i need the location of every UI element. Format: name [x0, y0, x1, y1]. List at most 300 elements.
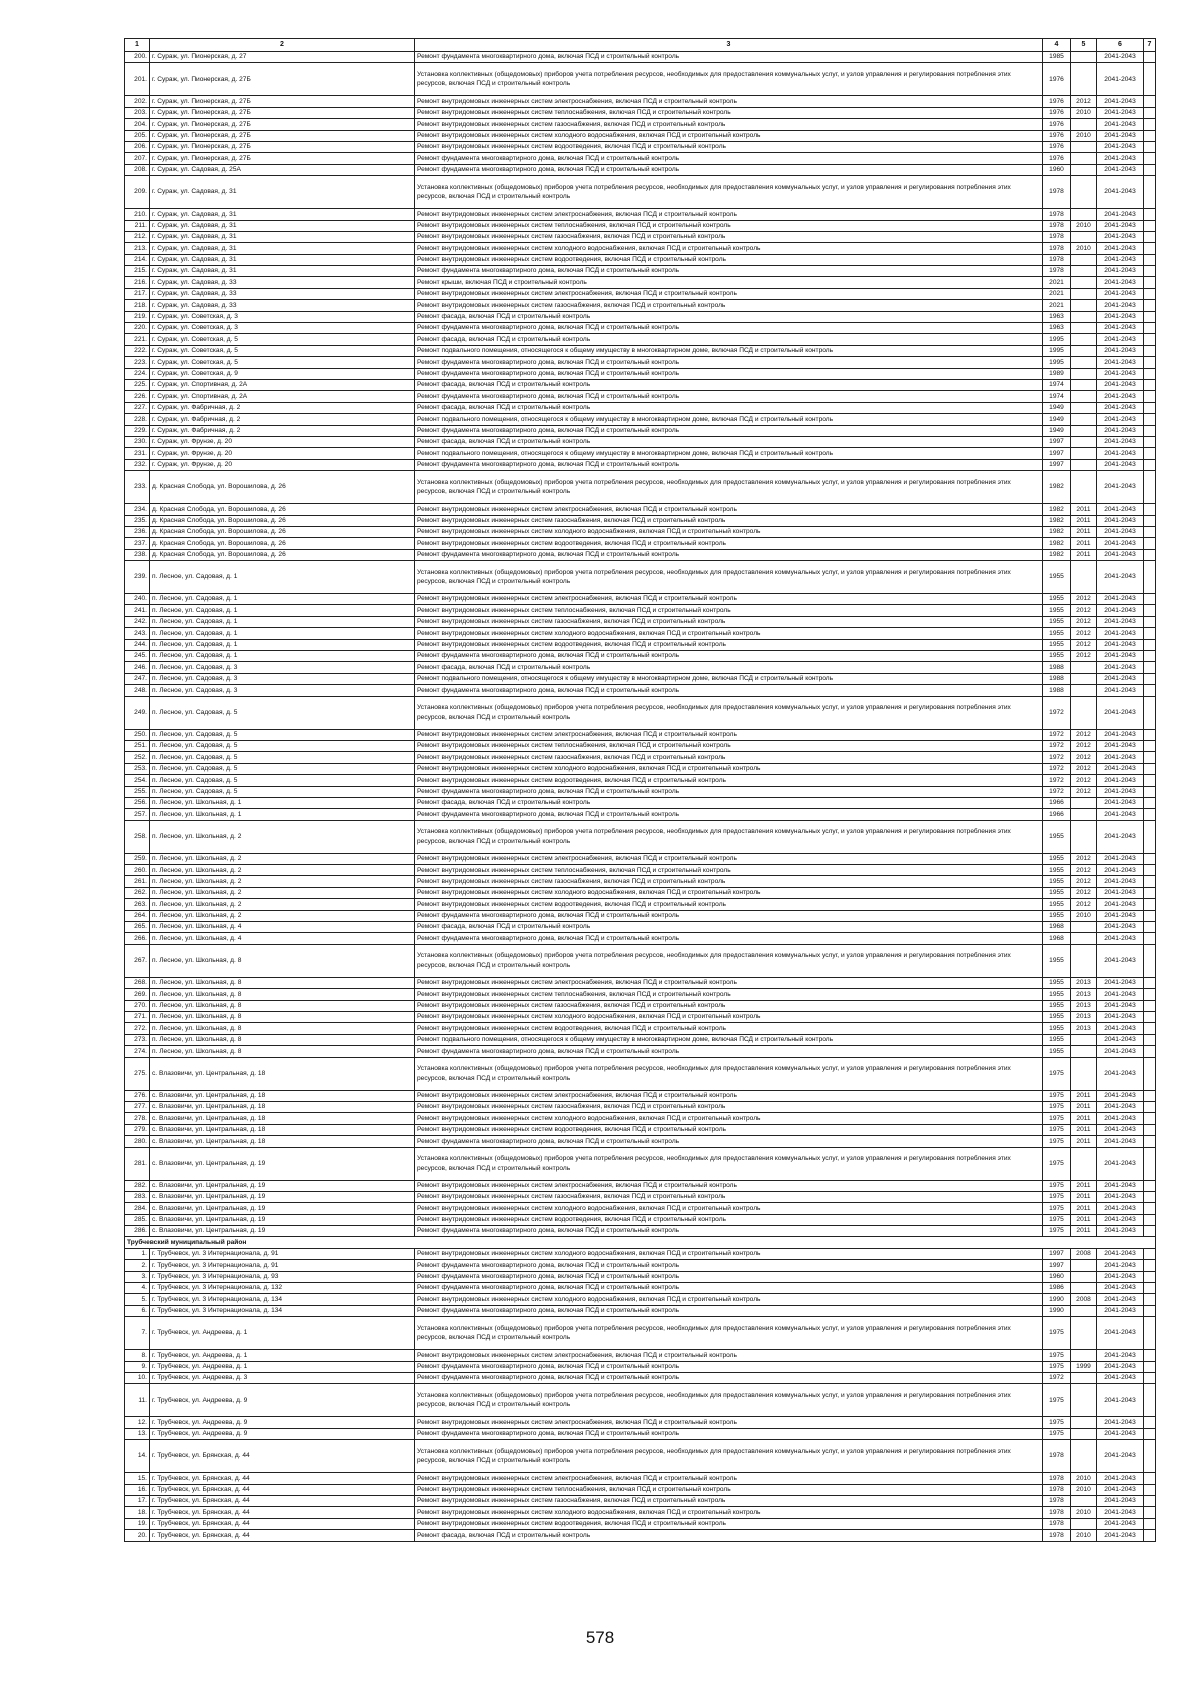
row-number-cell: 204. — [125, 119, 150, 130]
planned-period-cell: 2041-2043 — [1097, 1428, 1144, 1439]
row-number-cell: 1. — [125, 1248, 150, 1259]
last-repair-year-cell — [1071, 231, 1097, 242]
table-row — [125, 334, 1156, 345]
last-repair-year-cell: 2011 — [1071, 1136, 1097, 1147]
extra-cell — [1144, 538, 1156, 549]
extra-cell — [1144, 910, 1156, 921]
last-repair-year-cell: 2010 — [1071, 130, 1097, 141]
built-year-cell: 1995 — [1043, 334, 1071, 345]
built-year-cell: 1997 — [1043, 436, 1071, 447]
planned-period-cell: 2041-2043 — [1097, 391, 1144, 402]
last-repair-year-cell — [1071, 922, 1097, 933]
built-year-cell: 1976 — [1043, 141, 1071, 152]
last-repair-year-cell: 2012 — [1071, 899, 1097, 910]
built-year-cell: 1955 — [1043, 977, 1071, 988]
work-type-cell: Ремонт внутридомовых инженерных систем теплоснабжения, включая ПСД и строительный контроль — [415, 989, 1043, 1000]
planned-period-cell: 2041-2043 — [1097, 277, 1144, 288]
address-cell: г. Сураж, ул. Фрунзе, д. 20 — [150, 459, 415, 470]
last-repair-year-cell — [1071, 1057, 1097, 1090]
table-row — [125, 526, 1156, 537]
extra-cell — [1144, 1147, 1156, 1180]
built-year-cell: 1995 — [1043, 357, 1071, 368]
row-number-cell: 19. — [125, 1518, 150, 1529]
last-repair-year-cell: 2011 — [1071, 1203, 1097, 1214]
address-cell: г. Сураж, ул. Пионерская, д. 27Б — [150, 96, 415, 107]
work-type-cell: Установка коллективных (общедомовых) приборов учета потребления ресурсов, необходимых для предоставления коммунальных услуг, и узлов управления и регулирования потребления этих ресурсов, включая ПСД и строительный контроль — [415, 696, 1043, 729]
table-row — [125, 605, 1156, 616]
last-repair-year-cell: 2013 — [1071, 977, 1097, 988]
address-cell: г. Сураж, ул. Садовая, д. 25А — [150, 164, 415, 175]
built-year-cell: 1974 — [1043, 379, 1071, 390]
work-type-cell: Ремонт фундамента многоквартирного дома, включая ПСД и строительный контроль — [415, 357, 1043, 368]
address-cell: п. Лесное, ул. Садовая, д. 5 — [150, 729, 415, 740]
table-row — [125, 1147, 1156, 1180]
extra-cell — [1144, 107, 1156, 118]
address-cell: г. Трубчевск, ул. 3 Интернационала, д. 91 — [150, 1260, 415, 1271]
work-type-cell: Ремонт подвального помещения, относящегося к общему имуществу в многоквартирном доме, включая ПСД и строительный контроль — [415, 345, 1043, 356]
work-type-cell: Ремонт внутридомовых инженерных систем холодного водоснабжения, включая ПСД и строительный контроль — [415, 1203, 1043, 1214]
built-year-cell: 1975 — [1043, 1428, 1071, 1439]
extra-cell — [1144, 1260, 1156, 1271]
last-repair-year-cell — [1071, 1271, 1097, 1282]
row-number-cell: 12. — [125, 1417, 150, 1428]
built-year-cell: 1997 — [1043, 1248, 1071, 1259]
table-row — [125, 865, 1156, 876]
last-repair-year-cell — [1071, 1428, 1097, 1439]
extra-cell — [1144, 673, 1156, 684]
row-number-cell: 224. — [125, 368, 150, 379]
last-repair-year-cell — [1071, 1147, 1097, 1180]
planned-period-cell: 2041-2043 — [1097, 899, 1144, 910]
row-number-cell: 214. — [125, 254, 150, 265]
last-repair-year-cell: 2012 — [1071, 729, 1097, 740]
extra-cell — [1144, 740, 1156, 751]
planned-period-cell: 2041-2043 — [1097, 504, 1144, 515]
built-year-cell: 1982 — [1043, 504, 1071, 515]
address-cell: п. Лесное, ул. Школьная, д. 8 — [150, 1046, 415, 1057]
built-year-cell: 1955 — [1043, 616, 1071, 627]
address-cell: п. Лесное, ул. Садовая, д. 5 — [150, 740, 415, 751]
work-type-cell: Ремонт внутридомовых инженерных систем холодного водоснабжения, включая ПСД и строительный контроль — [415, 243, 1043, 254]
address-cell: п. Лесное, ул. Школьная, д. 8 — [150, 1034, 415, 1045]
work-type-cell: Ремонт фундамента многоквартирного дома, включая ПСД и строительный контроль — [415, 1046, 1043, 1057]
table-row — [125, 266, 1156, 277]
row-number-cell: 281. — [125, 1147, 150, 1180]
planned-period-cell: 2041-2043 — [1097, 266, 1144, 277]
address-cell: п. Лесное, ул. Школьная, д. 1 — [150, 809, 415, 820]
row-number-cell: 269. — [125, 989, 150, 1000]
planned-period-cell: 2041-2043 — [1097, 1305, 1144, 1316]
address-cell: с. Влазовичи, ул. Центральная, д. 18 — [150, 1136, 415, 1147]
work-type-cell: Ремонт внутридомовых инженерных систем водоотведения, включая ПСД и строительный контроль — [415, 538, 1043, 549]
row-number-cell: 274. — [125, 1046, 150, 1057]
work-type-cell: Установка коллективных (общедомовых) приборов учета потребления ресурсов, необходимых для предоставления коммунальных услуг, и узлов управления и регулирования потребления этих ресурсов, включая ПСД и строительный контроль — [415, 1147, 1043, 1180]
district-section-row — [125, 1237, 1156, 1248]
address-cell: п. Лесное, ул. Школьная, д. 4 — [150, 922, 415, 933]
last-repair-year-cell — [1071, 685, 1097, 696]
extra-cell — [1144, 52, 1156, 63]
table-row — [125, 538, 1156, 549]
extra-cell — [1144, 696, 1156, 729]
planned-period-cell: 2041-2043 — [1097, 52, 1144, 63]
planned-period-cell: 2041-2043 — [1097, 1260, 1144, 1271]
address-cell: г. Трубчевск, ул. 3 Интернационала, д. 93 — [150, 1271, 415, 1282]
planned-period-cell: 2041-2043 — [1097, 1012, 1144, 1023]
built-year-cell: 1960 — [1043, 1271, 1071, 1282]
planned-period-cell: 2041-2043 — [1097, 1136, 1144, 1147]
built-year-cell: 1955 — [1043, 1046, 1071, 1057]
work-type-cell: Ремонт внутридомовых инженерных систем газоснабжения, включая ПСД и строительный контроль — [415, 616, 1043, 627]
last-repair-year-cell — [1071, 277, 1097, 288]
work-type-cell: Ремонт внутридомовых инженерных систем газоснабжения, включая ПСД и строительный контроль — [415, 1000, 1043, 1011]
row-number-cell: 201. — [125, 63, 150, 96]
table-row — [125, 1136, 1156, 1147]
row-number-cell: 205. — [125, 130, 150, 141]
built-year-cell: 1960 — [1043, 164, 1071, 175]
column-number-row — [125, 39, 1156, 52]
table-row — [125, 436, 1156, 447]
extra-cell — [1144, 1361, 1156, 1372]
work-type-cell: Ремонт внутридомовых инженерных систем водоотведения, включая ПСД и строительный контроль — [415, 1518, 1043, 1529]
built-year-cell: 1982 — [1043, 471, 1071, 504]
planned-period-cell: 2041-2043 — [1097, 300, 1144, 311]
table-row — [125, 243, 1156, 254]
extra-cell — [1144, 685, 1156, 696]
planned-period-cell: 2041-2043 — [1097, 1317, 1144, 1350]
row-number-cell: 275. — [125, 1057, 150, 1090]
address-cell: г. Сураж, ул. Спортивная, д. 2А — [150, 391, 415, 402]
planned-period-cell: 2041-2043 — [1097, 1191, 1144, 1202]
planned-period-cell: 2041-2043 — [1097, 323, 1144, 334]
extra-cell — [1144, 1023, 1156, 1034]
row-number-cell: 243. — [125, 628, 150, 639]
table-row — [125, 1372, 1156, 1383]
table-row — [125, 1417, 1156, 1428]
row-number-cell: 248. — [125, 685, 150, 696]
address-cell: г. Сураж, ул. Садовая, д. 33 — [150, 288, 415, 299]
work-type-cell: Ремонт внутридомовых инженерных систем теплоснабжения, включая ПСД и строительный контроль — [415, 220, 1043, 231]
extra-cell — [1144, 662, 1156, 673]
row-number-cell: 254. — [125, 775, 150, 786]
planned-period-cell: 2041-2043 — [1097, 1090, 1144, 1101]
work-type-cell: Ремонт внутридомовых инженерных систем газоснабжения, включая ПСД и строительный контроль — [415, 119, 1043, 130]
planned-period-cell: 2041-2043 — [1097, 1283, 1144, 1294]
work-type-cell: Установка коллективных (общедомовых) приборов учета потребления ресурсов, необходимых для предоставления коммунальных услуг, и узлов управления и регулирования потребления этих ресурсов, включая ПСД и строительный контроль — [415, 820, 1043, 853]
extra-cell — [1144, 1113, 1156, 1124]
table-row — [125, 323, 1156, 334]
row-number-cell: 246. — [125, 662, 150, 673]
extra-cell — [1144, 1034, 1156, 1045]
last-repair-year-cell — [1071, 1283, 1097, 1294]
table-row — [125, 209, 1156, 220]
work-type-cell: Ремонт фасада, включая ПСД и строительный контроль — [415, 334, 1043, 345]
row-number-cell: 278. — [125, 1113, 150, 1124]
built-year-cell: 1988 — [1043, 685, 1071, 696]
table-row — [125, 311, 1156, 322]
table-row — [125, 685, 1156, 696]
work-type-cell: Установка коллективных (общедомовых) приборов учета потребления ресурсов, необходимых для предоставления коммунальных услуг, и узлов управления и регулирования потребления этих ресурсов, включая ПСД и строительный контроль — [415, 944, 1043, 977]
row-number-cell: 209. — [125, 176, 150, 209]
table-row — [125, 740, 1156, 751]
built-year-cell: 1955 — [1043, 944, 1071, 977]
table-row — [125, 752, 1156, 763]
last-repair-year-cell — [1071, 1305, 1097, 1316]
built-year-cell: 1955 — [1043, 1034, 1071, 1045]
built-year-cell: 1955 — [1043, 594, 1071, 605]
built-year-cell: 1990 — [1043, 1305, 1071, 1316]
last-repair-year-cell: 2011 — [1071, 504, 1097, 515]
planned-period-cell: 2041-2043 — [1097, 561, 1144, 594]
address-cell: п. Лесное, ул. Школьная, д. 2 — [150, 876, 415, 887]
row-number-cell: 273. — [125, 1034, 150, 1045]
row-number-cell: 230. — [125, 436, 150, 447]
row-number-cell: 221. — [125, 334, 150, 345]
built-year-cell: 1988 — [1043, 673, 1071, 684]
address-cell: г. Сураж, ул. Советская, д. 5 — [150, 334, 415, 345]
table-row — [125, 910, 1156, 921]
built-year-cell: 2021 — [1043, 277, 1071, 288]
last-repair-year-cell — [1071, 809, 1097, 820]
work-type-cell: Ремонт фундамента многоквартирного дома, включая ПСД и строительный контроль — [415, 1305, 1043, 1316]
last-repair-year-cell — [1071, 1350, 1097, 1361]
address-cell: п. Лесное, ул. Садовая, д. 1 — [150, 651, 415, 662]
built-year-cell: 2021 — [1043, 288, 1071, 299]
planned-period-cell: 2041-2043 — [1097, 164, 1144, 175]
address-cell: г. Сураж, ул. Садовая, д. 31 — [150, 231, 415, 242]
last-repair-year-cell — [1071, 944, 1097, 977]
planned-period-cell: 2041-2043 — [1097, 616, 1144, 627]
last-repair-year-cell: 2011 — [1071, 1191, 1097, 1202]
address-cell: п. Лесное, ул. Школьная, д. 1 — [150, 797, 415, 808]
extra-cell — [1144, 1191, 1156, 1202]
extra-cell — [1144, 459, 1156, 470]
last-repair-year-cell — [1071, 141, 1097, 152]
table-row — [125, 628, 1156, 639]
table-row — [125, 775, 1156, 786]
built-year-cell: 1955 — [1043, 605, 1071, 616]
table-row — [125, 277, 1156, 288]
address-cell: д. Красная Слобода, ул. Ворошилова, д. 26 — [150, 504, 415, 515]
row-number-cell: 255. — [125, 786, 150, 797]
built-year-cell: 1955 — [1043, 561, 1071, 594]
row-number-cell: 259. — [125, 853, 150, 864]
built-year-cell: 1955 — [1043, 887, 1071, 898]
work-type-cell: Ремонт фундамента многоквартирного дома, включая ПСД и строительный контроль — [415, 549, 1043, 560]
extra-cell — [1144, 220, 1156, 231]
address-cell: с. Влазовичи, ул. Центральная, д. 19 — [150, 1203, 415, 1214]
last-repair-year-cell — [1071, 288, 1097, 299]
work-type-cell: Ремонт фундамента многоквартирного дома, включая ПСД и строительный контроль — [415, 1271, 1043, 1282]
planned-period-cell: 2041-2043 — [1097, 1271, 1144, 1282]
planned-period-cell: 2041-2043 — [1097, 334, 1144, 345]
built-year-cell: 1955 — [1043, 989, 1071, 1000]
planned-period-cell: 2041-2043 — [1097, 910, 1144, 921]
table-row — [125, 391, 1156, 402]
row-number-cell: 225. — [125, 379, 150, 390]
last-repair-year-cell: 2012 — [1071, 763, 1097, 774]
work-type-cell: Ремонт крыши, включая ПСД и строительный контроль — [415, 277, 1043, 288]
column-header: 6 — [1097, 39, 1144, 52]
table-row — [125, 594, 1156, 605]
built-year-cell: 1972 — [1043, 775, 1071, 786]
table-row — [125, 448, 1156, 459]
work-type-cell: Ремонт фундамента многоквартирного дома, включая ПСД и строительный контроль — [415, 153, 1043, 164]
work-type-cell: Ремонт внутридомовых инженерных систем водоотведения, включая ПСД и строительный контроль — [415, 1023, 1043, 1034]
work-type-cell: Ремонт внутридомовых инженерных систем теплоснабжения, включая ПСД и строительный контроль — [415, 107, 1043, 118]
planned-period-cell: 2041-2043 — [1097, 141, 1144, 152]
built-year-cell: 1976 — [1043, 130, 1071, 141]
planned-period-cell: 2041-2043 — [1097, 1507, 1144, 1518]
table-row — [125, 1305, 1156, 1316]
work-type-cell: Ремонт фундамента многоквартирного дома, включая ПСД и строительный контроль — [415, 391, 1043, 402]
row-number-cell: 253. — [125, 763, 150, 774]
work-type-cell: Ремонт внутридомовых инженерных систем электроснабжения, включая ПСД и строительный контроль — [415, 209, 1043, 220]
extra-cell — [1144, 254, 1156, 265]
planned-period-cell: 2041-2043 — [1097, 1203, 1144, 1214]
last-repair-year-cell: 2013 — [1071, 1000, 1097, 1011]
address-cell: п. Лесное, ул. Садовая, д. 3 — [150, 685, 415, 696]
row-number-cell: 219. — [125, 311, 150, 322]
planned-period-cell: 2041-2043 — [1097, 1023, 1144, 1034]
table-row — [125, 1057, 1156, 1090]
extra-cell — [1144, 130, 1156, 141]
table-row — [125, 922, 1156, 933]
built-year-cell: 1974 — [1043, 391, 1071, 402]
work-type-cell: Ремонт подвального помещения, относящегося к общему имуществу в многоквартирном доме, включая ПСД и строительный контроль — [415, 1034, 1043, 1045]
row-number-cell: 249. — [125, 696, 150, 729]
table-row — [125, 797, 1156, 808]
row-number-cell: 206. — [125, 141, 150, 152]
work-type-cell: Ремонт фундамента многоквартирного дома, включая ПСД и строительный контроль — [415, 651, 1043, 662]
last-repair-year-cell: 2010 — [1071, 1484, 1097, 1495]
extra-cell — [1144, 1495, 1156, 1506]
extra-cell — [1144, 277, 1156, 288]
last-repair-year-cell: 2011 — [1071, 549, 1097, 560]
table-row — [125, 1361, 1156, 1372]
extra-cell — [1144, 119, 1156, 130]
row-number-cell: 247. — [125, 673, 150, 684]
planned-period-cell: 2041-2043 — [1097, 662, 1144, 673]
address-cell: с. Влазовичи, ул. Центральная, д. 18 — [150, 1113, 415, 1124]
work-type-cell: Установка коллективных (общедомовых) приборов учета потребления ресурсов, необходимых для предоставления коммунальных услуг, и узлов управления и регулирования потребления этих ресурсов, включая ПСД и строительный контроль — [415, 471, 1043, 504]
planned-period-cell: 2041-2043 — [1097, 1101, 1144, 1112]
extra-cell — [1144, 1417, 1156, 1428]
address-cell: г. Трубчевск, ул. Андреева, д. 9 — [150, 1384, 415, 1417]
built-year-cell: 1955 — [1043, 899, 1071, 910]
built-year-cell: 1978 — [1043, 254, 1071, 265]
row-number-cell: 268. — [125, 977, 150, 988]
built-year-cell: 1975 — [1043, 1191, 1071, 1202]
last-repair-year-cell — [1071, 300, 1097, 311]
address-cell: г. Сураж, ул. Фабричная, д. 2 — [150, 414, 415, 425]
last-repair-year-cell: 2012 — [1071, 853, 1097, 864]
built-year-cell: 1978 — [1043, 231, 1071, 242]
last-repair-year-cell — [1071, 820, 1097, 853]
table-row — [125, 164, 1156, 175]
last-repair-year-cell: 2012 — [1071, 775, 1097, 786]
column-header: 1 — [125, 39, 150, 52]
row-number-cell: 207. — [125, 153, 150, 164]
table-row — [125, 368, 1156, 379]
work-type-cell: Ремонт подвального помещения, относящегося к общему имуществу в многоквартирном доме, включая ПСД и строительный контроль — [415, 448, 1043, 459]
last-repair-year-cell — [1071, 176, 1097, 209]
last-repair-year-cell — [1071, 1372, 1097, 1383]
planned-period-cell: 2041-2043 — [1097, 436, 1144, 447]
extra-cell — [1144, 786, 1156, 797]
work-type-cell: Ремонт внутридомовых инженерных систем холодного водоснабжения, включая ПСД и строительный контроль — [415, 887, 1043, 898]
address-cell: п. Лесное, ул. Садовая, д. 3 — [150, 662, 415, 673]
table-row — [125, 288, 1156, 299]
extra-cell — [1144, 1090, 1156, 1101]
address-cell: г. Сураж, ул. Садовая, д. 31 — [150, 220, 415, 231]
planned-period-cell: 2041-2043 — [1097, 594, 1144, 605]
extra-cell — [1144, 1317, 1156, 1350]
address-cell: г. Сураж, ул. Садовая, д. 31 — [150, 254, 415, 265]
address-cell: п. Лесное, ул. Школьная, д. 2 — [150, 887, 415, 898]
address-cell: п. Лесное, ул. Садовая, д. 5 — [150, 752, 415, 763]
work-type-cell: Ремонт фундамента многоквартирного дома, включая ПСД и строительный контроль — [415, 52, 1043, 63]
work-type-cell: Ремонт фундамента многоквартирного дома, включая ПСД и строительный контроль — [415, 685, 1043, 696]
row-number-cell: 262. — [125, 887, 150, 898]
extra-cell — [1144, 243, 1156, 254]
extra-cell — [1144, 944, 1156, 977]
work-type-cell: Ремонт внутридомовых инженерных систем теплоснабжения, включая ПСД и строительный контроль — [415, 865, 1043, 876]
row-number-cell: 240. — [125, 594, 150, 605]
table-row — [125, 52, 1156, 63]
extra-cell — [1144, 865, 1156, 876]
planned-period-cell: 2041-2043 — [1097, 1214, 1144, 1225]
work-type-cell: Ремонт внутридомовых инженерных систем холодного водоснабжения, включая ПСД и строительный контроль — [415, 628, 1043, 639]
extra-cell — [1144, 515, 1156, 526]
address-cell: д. Красная Слобода, ул. Ворошилова, д. 26 — [150, 549, 415, 560]
built-year-cell: 1963 — [1043, 323, 1071, 334]
address-cell: п. Лесное, ул. Школьная, д. 2 — [150, 910, 415, 921]
address-cell: п. Лесное, ул. Садовая, д. 5 — [150, 696, 415, 729]
row-number-cell: 260. — [125, 865, 150, 876]
extra-cell — [1144, 334, 1156, 345]
planned-period-cell: 2041-2043 — [1097, 471, 1144, 504]
planned-period-cell: 2041-2043 — [1097, 651, 1144, 662]
work-type-cell: Ремонт внутридомовых инженерных систем холодного водоснабжения, включая ПСД и строительный контроль — [415, 1507, 1043, 1518]
address-cell: п. Лесное, ул. Школьная, д. 8 — [150, 944, 415, 977]
extra-cell — [1144, 1294, 1156, 1305]
extra-cell — [1144, 977, 1156, 988]
address-cell: г. Трубчевск, ул. Брянская, д. 44 — [150, 1473, 415, 1484]
work-type-cell: Установка коллективных (общедомовых) приборов учета потребления ресурсов, необходимых для предоставления коммунальных услуг, и узлов управления и регулирования потребления этих ресурсов, включая ПСД и строительный контроль — [415, 63, 1043, 96]
planned-period-cell: 2041-2043 — [1097, 526, 1144, 537]
row-number-cell: 3. — [125, 1271, 150, 1282]
work-type-cell: Ремонт фасада, включая ПСД и строительный контроль — [415, 311, 1043, 322]
table-row — [125, 504, 1156, 515]
address-cell: г. Сураж, ул. Садовая, д. 31 — [150, 243, 415, 254]
planned-period-cell: 2041-2043 — [1097, 696, 1144, 729]
last-repair-year-cell — [1071, 1518, 1097, 1529]
built-year-cell: 1955 — [1043, 1012, 1071, 1023]
row-number-cell: 237. — [125, 538, 150, 549]
built-year-cell: 1985 — [1043, 52, 1071, 63]
row-number-cell: 265. — [125, 922, 150, 933]
row-number-cell: 231. — [125, 448, 150, 459]
planned-period-cell: 2041-2043 — [1097, 1384, 1144, 1417]
address-cell: с. Влазовичи, ул. Центральная, д. 19 — [150, 1214, 415, 1225]
row-number-cell: 20. — [125, 1530, 150, 1541]
address-cell: п. Лесное, ул. Садовая, д. 3 — [150, 673, 415, 684]
row-number-cell: 284. — [125, 1203, 150, 1214]
planned-period-cell: 2041-2043 — [1097, 379, 1144, 390]
work-type-cell: Установка коллективных (общедомовых) приборов учета потребления ресурсов, необходимых для предоставления коммунальных услуг, и узлов управления и регулирования потребления этих ресурсов, включая ПСД и строительный контроль — [415, 1317, 1043, 1350]
last-repair-year-cell — [1071, 1046, 1097, 1057]
last-repair-year-cell — [1071, 402, 1097, 413]
